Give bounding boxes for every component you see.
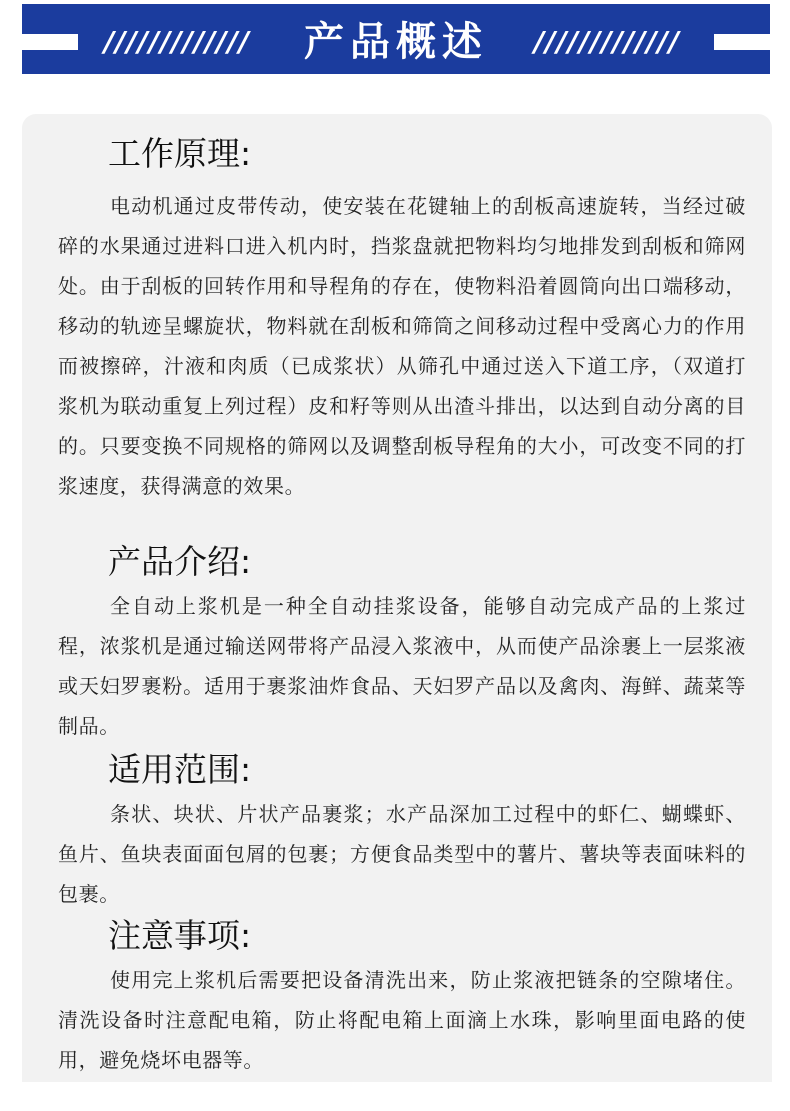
section-heading: 适用范围: xyxy=(108,750,252,789)
section-heading: 注意事项: xyxy=(108,916,252,955)
section-body: 条状、块状、片状产品裹浆；水产品深加工过程中的虾仁、蝴蝶虾、鱼片、鱼块表面面包屑的包裹；方便食品类型中的薯片、薯块等表面味料的包裹。 xyxy=(58,802,746,906)
header-banner xyxy=(22,4,770,74)
section-heading: 工作原理: xyxy=(108,134,252,173)
banner-left-slashes: ///////////// xyxy=(104,25,250,58)
section-body: 全自动上浆机是一种全自动挂浆设备，能够自动完成产品的上浆过程，浓浆机是通过输送网带将产品浸入浆液中，从而使产品涂裹上一层浆液或天妇罗裹粉。适用于裹浆油炸食品、天妇罗产品以及禽肉、海鲜、蔬菜等制品。 xyxy=(58,594,746,738)
section-heading: 产品介绍: xyxy=(108,542,252,581)
section-body: 使用完上浆机后需要把设备清洗出来，防止浆液把链条的空隙堵住。清洗设备时注意配电箱，防止将配电箱上面滴上水珠，影响里面电路的使用，避免烧坏电器等。 xyxy=(58,968,746,1072)
content-card xyxy=(22,114,772,1082)
section-body: 电动机通过皮带传动，使安装在花键轴上的刮板高速旋转，当经过破碎的水果通过进料口进入机内时，挡浆盘就把物料均匀地排发到刮板和筛网处。由于刮板的回转作用和导程角的存在，使物料沿着圆筒向出口端移动，移动的轨迹呈螺旋状，物料就在刮板和筛筒之间移动过程中受离心力的作用而被擦碎，汁液和肉质（已成浆状）从筛孔中通过送入下道工序，（双道打浆机为联动重复上列过程）皮和籽等则从出渣斗排出，以达到自动分离的目的。只要变换不同规格的筛网以及调整刮板导程角的大小，可改变不同的打浆速度，获得满意的效果。 xyxy=(58,194,746,498)
banner-right-slashes: ///////////// xyxy=(534,25,680,58)
page-title: 产品概述 xyxy=(304,19,488,65)
